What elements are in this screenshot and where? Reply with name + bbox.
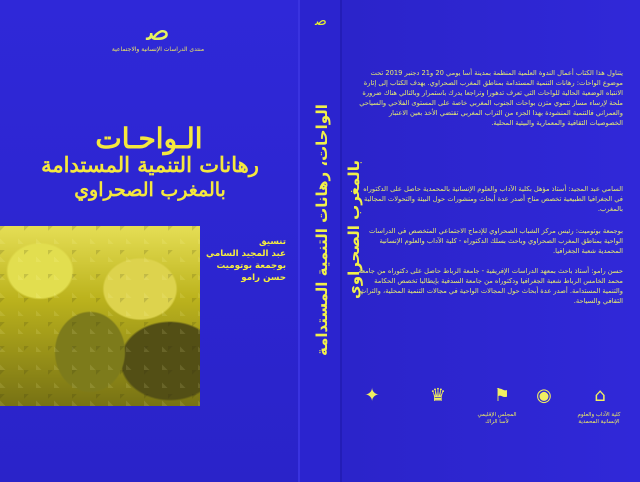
sponsor-logos: [348, 374, 640, 434]
book-title: الـواحـات: [95, 122, 203, 155]
logo-caption-3: المجلس الإقليمي لأسا الزاك: [477, 412, 517, 425]
author-2: بوجمعة بوتوميت: [216, 261, 286, 271]
logo-caption-5: كلية الآداب والعلوم الإنسانية المحمدية: [577, 412, 621, 425]
council-emblem-icon: ⚑: [493, 385, 511, 406]
publisher-name: منتدى الدراسات الإنسانية والاجتماعية: [111, 46, 205, 53]
faculty-logo-icon: ⌂: [594, 385, 606, 406]
book-subtitle-line-1: رهانات التنمية المستدامة: [41, 152, 259, 177]
author-bio-2: بوجمعة بوتوميت: رئيس مركز الشباب الصحراوي للإدماج الاجتماعي المتخصص في الدراسات الواحية بمناطق المغرب الصحراوي وباحث بسلك الدكتوراه - كلية الآداب والعلوم الإنسانية المحمدية شعبة الجغرافيا.: [369, 227, 623, 255]
star-emblem-icon: ✦: [364, 385, 380, 406]
royal-crown-icon: ♛: [429, 385, 447, 406]
author-3: حسن رامو: [241, 273, 286, 283]
coordinators-label: تنسيق: [258, 237, 286, 247]
university-seal-icon: ◉: [536, 385, 552, 406]
publisher-logo-icon: ﺻ: [146, 14, 170, 47]
back-intro-text: يتناول هذا الكتاب أعمال الندوة العلمية المنظمة بمدينة أسا يومي 20 و21 دجنبر 2019 تحت موضوع الواحات: رهانات التنمية المستدامة بمناطق المغرب الصحراوي. يهدف الكتاب إلى إثارة الانتباه الوضعية الحالية للواحات التي تعرف تدهورا وتراجعا يدرك باستمرار وبالتالي هناك ضرورة ملحة لإرساء مسار تنموي متزن بواحات الجنوب المغربي خاصة على المستوى الفلاحي والسياحي والعمراني فالتنمية المنشودة بهذا الجزء من التراب المغربي تقتضي الأخذ بعين الاعتبار الخصوصيات الثقافية والمعمارية والبيئية المحلية.: [359, 69, 623, 127]
spine-title: الواحات، رهانات التنمية المستدامة بالمغرب الصحراوي: [313, 104, 363, 356]
author-1: عبد المجيد السامي: [206, 249, 286, 259]
book-subtitle-line-2: بالمغرب الصحراوي: [74, 179, 226, 201]
author-bio-3: حسن رامو: أستاذ باحث بمعهد الدراسات الإفريقية - جامعة الرباط حاصل على دكتوراه من جامعة محمد الخامس الرباط شعبة الجغرافيا ودكتوراه من جامعة السدفية بإيطاليا تخصص الحكامة والتنمية المستدامة. أصدر عدة أبحاث حول المجالات الواحية في مجالات التنمية المحلية، والتراث الثقافي والسياحة.: [358, 267, 623, 305]
spine-logo-icon: ﺻ: [315, 13, 327, 29]
author-bio-1: السامي عبد المجيد: أستاذ مؤهل بكلية الآداب والعلوم الإنسانية بالمحمدية حاصل على الدكتوراه في الجغرافيا الطبيعية تخصص مناخ أصدر عدة أبحاث ومنشورات حول البيئة والتحولات المجالية بالمغرب.: [363, 185, 623, 213]
